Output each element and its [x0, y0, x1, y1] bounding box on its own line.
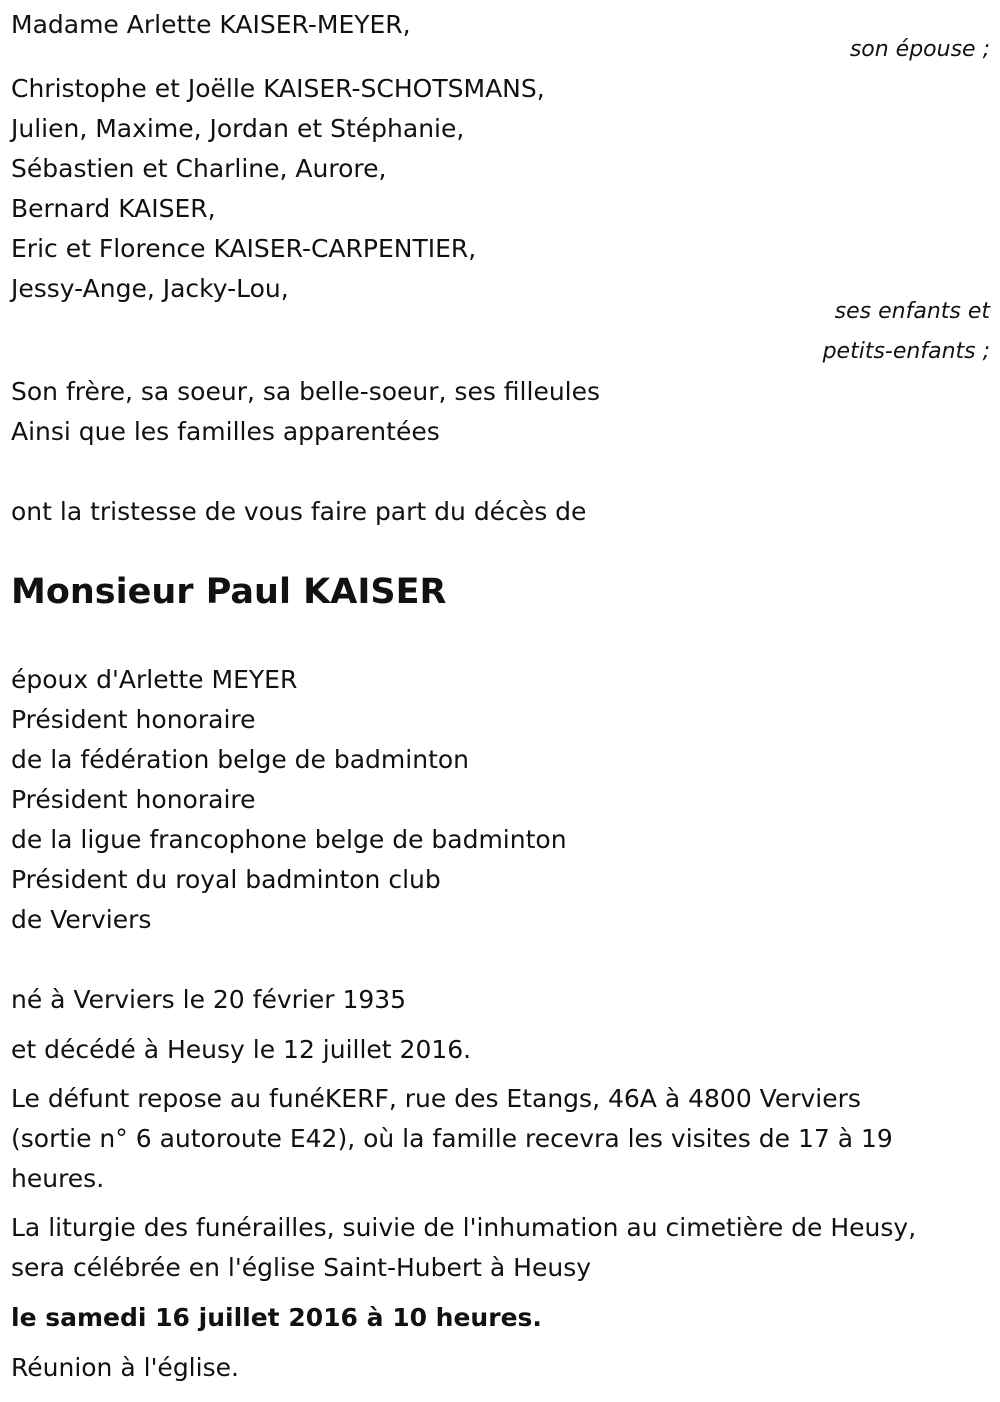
child-line: Christophe et Joëlle KAISER-SCHOTSMANS, [11, 74, 545, 103]
relatives-line: Ainsi que les familles apparentées [11, 417, 440, 446]
meeting-line: Réunion à l'église. [11, 1353, 239, 1382]
title-line: de la ligue francophone belge de badminton [11, 825, 567, 854]
spouse-line: Madame Arlette KAISER-MEYER, [11, 10, 411, 39]
title-line: de Verviers [11, 905, 152, 934]
title-line: époux d'Arlette MEYER [11, 665, 298, 694]
children-role: petits-enfants ; [822, 339, 990, 364]
child-line: Julien, Maxime, Jordan et Stéphanie, [11, 114, 465, 143]
ceremony-date: le samedi 16 juillet 2016 à 10 heures. [11, 1303, 542, 1332]
relatives-line: Son frère, sa soeur, sa belle-soeur, ses filleules [11, 377, 601, 406]
deceased-name: Monsieur Paul KAISER [11, 572, 447, 612]
child-line: Sébastien et Charline, Aurore, [11, 154, 387, 183]
liturgy-line: sera célébrée en l'église Saint-Hubert à Heusy [11, 1253, 592, 1282]
child-line: Eric et Florence KAISER-CARPENTIER, [11, 234, 477, 263]
title-line: Président honoraire [11, 785, 256, 814]
death-line: et décédé à Heusy le 12 juillet 2016. [11, 1035, 472, 1064]
birth-line: né à Verviers le 20 février 1935 [11, 985, 407, 1014]
repose-line: (sortie n° 6 autoroute E42), où la famille recevra les visites de 17 à 19 [11, 1124, 893, 1153]
title-line: de la fédération belge de badminton [11, 745, 470, 774]
spouse-role: son épouse ; [849, 37, 990, 62]
child-line: Jessy-Ange, Jacky-Lou, [11, 274, 289, 303]
announcement: ont la tristesse de vous faire part du décès de [11, 497, 587, 526]
child-line: Bernard KAISER, [11, 194, 216, 223]
title-line: Président honoraire [11, 705, 256, 734]
children-role: ses enfants et [834, 299, 990, 324]
liturgy-line: La liturgie des funérailles, suivie de l'inhumation au cimetière de Heusy, [11, 1213, 917, 1242]
title-line: Président du royal badminton club [11, 865, 441, 894]
repose-line: heures. [11, 1164, 105, 1193]
repose-line: Le défunt repose au funéKERF, rue des Etangs, 46A à 4800 Verviers [11, 1084, 861, 1113]
